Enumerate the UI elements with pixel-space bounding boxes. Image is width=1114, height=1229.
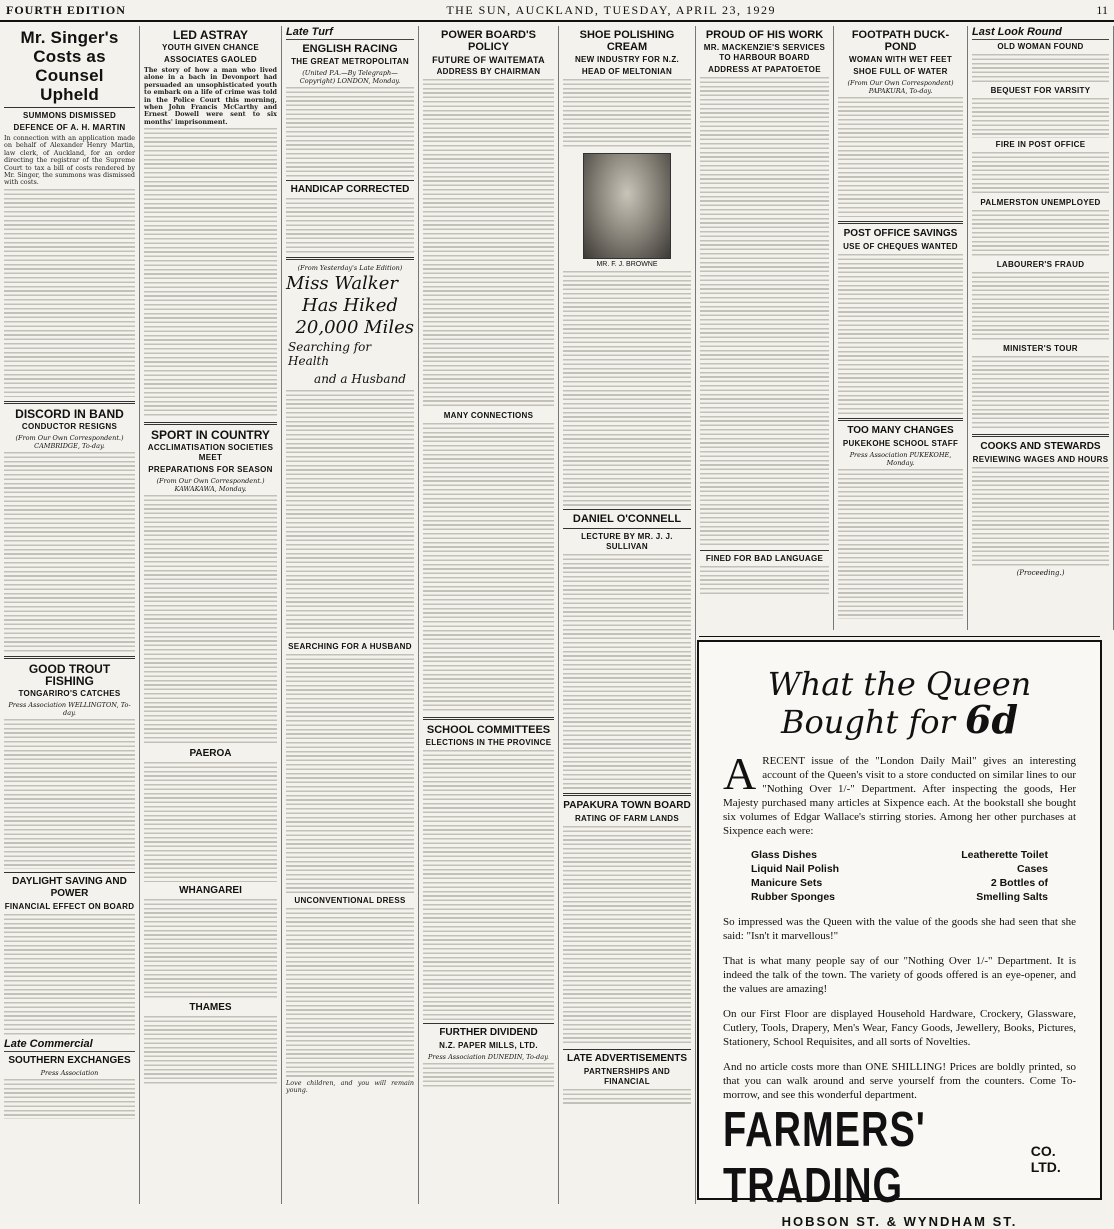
headline-southern-exchanges: SOUTHERN EXCHANGES <box>8 1054 131 1066</box>
sub-preparations: PREPARATIONS FOR SEASON <box>148 465 273 475</box>
ad-product-list <box>751 848 1048 904</box>
headline-proud-work: PROUD OF HIS WORK <box>705 29 824 41</box>
product-item: Glass Dishes <box>751 849 817 861</box>
closing-quote: Love children, and you will remain young. <box>286 1079 414 1095</box>
farmers-logo <box>723 1103 1076 1214</box>
item-fire-post-office: FIRE IN POST OFFICE <box>995 140 1086 149</box>
sub-summons-dismissed: SUMMONS DISMISSED <box>22 111 117 120</box>
headline-singer-costs: Mr. Singer's Costs as Counsel Upheld <box>20 28 119 104</box>
headline-paeroa: PAEROA <box>189 748 232 760</box>
ad-headline-a: What the Queen <box>767 665 1032 703</box>
item-palmerston: PALMERSTON UNEMPLOYED <box>980 198 1101 207</box>
logo-name: FARMERS' TRADING <box>723 1103 926 1214</box>
sub-paper-mills: N.Z. PAPER MILLS, LTD. <box>439 1041 538 1050</box>
product-item: 2 Bottles of <box>990 877 1048 889</box>
sub-future-waitemata: FUTURE OF WAITEMATA <box>432 55 545 65</box>
product-item: Smelling Salts <box>976 891 1048 903</box>
sub-financial-effect: FINANCIAL EFFECT ON BOARD <box>4 901 135 911</box>
ad-paragraph-3: That is what many people say of our "Nothing Over 1/-" Department. It is indeed the talk of the town. The variety of goods offered is an eye-opener, and the values are amazing! <box>723 955 1076 995</box>
column-3 <box>282 26 419 1204</box>
sub-new-industry: NEW INDUSTRY FOR N.Z. <box>574 55 680 64</box>
portrait-photo <box>583 153 671 259</box>
article-led-astray-intro: The story of how a man who lived alone in a bach in Devonport had persuaded an unsophisticated youth to embark on a life of crime was told in the Police Court this morning, when John Francis McCarthy and Ernest Dowell were sent to six months' imprisonment. <box>144 66 277 126</box>
headline-too-many-changes: TOO MANY CHANGES <box>847 425 954 436</box>
byline-pukekohe: Press Association PUKEKOHE, Monday. <box>849 451 952 467</box>
feature-headline-3: 20,000 Miles <box>295 317 414 338</box>
column-4 <box>419 26 559 1204</box>
byline-press-assoc: Press Association <box>40 1068 99 1077</box>
sub-partnerships: PARTNERSHIPS AND FINANCIAL <box>583 1067 671 1086</box>
product-item: Rubber Sponges <box>751 891 836 903</box>
feature-deck-1: Searching for Health <box>288 340 372 368</box>
sub-tongariro: TONGARIRO'S CATCHES <box>18 688 121 698</box>
sub-many-connections: MANY CONNECTIONS <box>443 411 534 420</box>
sub-use-of-cheques: USE OF CHEQUES WANTED <box>843 242 958 251</box>
sub-lecture-sullivan: LECTURE BY MR. J. J. SULLIVAN <box>581 532 673 551</box>
kicker-late-turf: Late Turf <box>286 26 414 40</box>
sub-head-meltonian: HEAD OF MELTONIAN <box>581 67 673 76</box>
headline-power-board: POWER BOARD'S POLICY <box>441 29 536 53</box>
column-5 <box>559 26 696 1204</box>
headline-thames: THAMES <box>189 1002 232 1014</box>
ad-body: A RECENT issue of the "London Daily Mail" gives an interesting account of the Queen's visit to a store conducted on similar lines to our "Nothing Over 1/-" Department. After inspecting the goods, Her Majesty purchased many articles at Sixpence each. At the bookstall she bought six volumes of Edgar Wallace's stirring stories. Among her other purchases at Sixpence each were: <box>723 748 1076 837</box>
ad-address: HOBSON ST. & WYNDHAM ST. <box>781 1214 1018 1229</box>
headline-whangarei: WHANGAREI <box>179 885 242 897</box>
ad-paragraph-2: So impressed was the Queen with the value of the goods she had seen that she said: "Isn't it marvellous!" <box>723 916 1076 942</box>
logo-co: CO. LTD. <box>1030 1143 1061 1175</box>
byline-kawakawa: (From Our Own Correspondent.) KAWAKAWA, Monday. <box>156 477 265 494</box>
product-item: Cases <box>1017 863 1048 875</box>
note-yesterday: (From Yesterday's Late Edition) <box>297 264 403 272</box>
farmers-trading-advertisement <box>697 640 1102 1229</box>
ad-paragraph-4: On our First Floor are displayed Household Hardware, Crockery, Glassware, Cutlery, Tools, Drapery, Men's Wear, Fancy Goods, Jewellery, Books, Pictures, Stationery, School Requisites, and all sorts of Novelties. <box>723 1008 1076 1048</box>
article-intro: In connection with an application made on behalf of Alexander Henry Martin, law clerk, of Auckland, for an order directing the registrar of the Supreme Court to tax a bill of costs rendered by Mr. Singer, the summons was dismissed with costs. <box>4 134 135 187</box>
sub-great-metropolitan: THE GREAT METROPOLITAN <box>291 57 409 66</box>
headline-oconnell: DANIEL O'CONNELL <box>572 513 682 525</box>
feature-headline-1: Miss Walker <box>286 273 398 294</box>
feature-deck-2: and a Husband <box>314 372 406 386</box>
headline-handicap-corrected: HANDICAP CORRECTED <box>290 184 410 195</box>
sub-rating-farm-lands: RATING OF FARM LANDS <box>574 814 680 823</box>
sub-defence-martin: DEFENCE OF A. H. MARTIN <box>13 123 126 132</box>
sub-unconventional-dress: UNCONVENTIONAL DRESS <box>294 896 406 905</box>
sub-acclimatisation: ACCLIMATISATION SOCIETIES MEET <box>147 443 274 463</box>
headline-school-committees: SCHOOL COMMITTEES <box>426 724 551 736</box>
headline-further-dividend: FURTHER DIVIDEND <box>439 1027 538 1038</box>
sub-youth-chance: YOUTH GIVEN CHANCE <box>162 43 259 52</box>
sub-reviewing-wages: REVIEWING WAGES AND HOURS <box>972 455 1109 464</box>
sub-conductor-resigns: CONDUCTOR RESIGNS <box>21 421 118 431</box>
headline-led-astray: LED ASTRAY <box>172 28 249 42</box>
headline-cooks-stewards: COOKS AND STEWARDS <box>980 441 1101 452</box>
column-1 <box>0 26 140 1204</box>
byline-london: (United P.A.—By Telegraph—Copyright) LONDON, Monday. <box>299 69 401 85</box>
feature-headline-2: Has Hiked <box>302 295 398 316</box>
column-8 <box>968 26 1114 630</box>
headline-daylight-saving: DAYLIGHT SAVING AND POWER <box>12 875 127 899</box>
sub-searching-husband: SEARCHING FOR A HUSBAND <box>288 642 412 651</box>
item-bequest: BEQUEST FOR VARSITY <box>990 86 1091 95</box>
sub-fined-bad-language: FINED FOR BAD LANGUAGE <box>705 554 824 563</box>
continuation-note: (Proceeding.) <box>1016 569 1065 577</box>
sub-pukekohe-staff: PUKEKOHE SCHOOL STAFF <box>842 439 959 448</box>
edition-label: FOURTH EDITION <box>6 2 126 17</box>
sub-wet-feet: WOMAN WITH WET FEET <box>848 55 953 64</box>
product-item: Manicure Sets <box>751 877 823 889</box>
headline-papakura-board: PAPAKURA TOWN BOARD <box>563 800 691 811</box>
ad-headline <box>723 666 1076 740</box>
sub-associates-gaoled: ASSOCIATES GAOLED <box>164 55 257 64</box>
masthead <box>0 0 1114 22</box>
byline-dunedin: Press Association DUNEDIN, To-day. <box>428 1053 549 1061</box>
ad-headline-b: Bought for <box>780 703 955 741</box>
kicker-late-commercial: Late Commercial <box>4 1038 135 1052</box>
headline-post-office-savings: POST OFFICE SAVINGS <box>843 228 958 239</box>
item-old-woman: OLD WOMAN FOUND <box>997 42 1084 51</box>
sub-address-chairman: ADDRESS BY CHAIRMAN <box>436 67 541 76</box>
ad-paragraph-5: And no article costs more than ONE SHILLING! Prices are boldly printed, so that you can walk around and serve yourself from the counters. Come To-morrow, and see this wonderful department. <box>723 1061 1076 1101</box>
sub-elections-province: ELECTIONS IN THE PROVINCE <box>425 738 552 747</box>
ad-headline-price: 6d <box>965 697 1019 742</box>
headline-sport-country: SPORT IN COUNTRY <box>151 428 270 443</box>
headline-footpath-duck-pond: FOOTPATH DUCK-POND <box>851 29 950 53</box>
headline-shoe-polishing: SHOE POLISHING CREAM <box>579 29 675 53</box>
column-2 <box>140 26 282 1204</box>
headline-late-ads: LATE ADVERTISEMENTS <box>566 1053 687 1064</box>
column-7 <box>834 26 968 630</box>
column-6 <box>696 26 834 630</box>
headline-trout-fishing: GOOD TROUT FISHING <box>28 661 111 688</box>
photo-caption: MR. F. J. BROWNE <box>596 261 658 268</box>
sub-shoe-full: SHOE FULL OF WATER <box>853 67 948 76</box>
ad-paragraph-1: RECENT issue of the "London Daily Mail" gives an interesting account of the Queen's visit to a store conducted on similar lines to our "Nothing Over 1/-" Department. After inspecting the goods, Her Majesty purchased many articles at Sixpence each. At the bookstall she bought six volumes of Edgar Wallace's stirring stories. Among her other purchases at Sixpence each were: <box>723 755 1076 837</box>
headline-discord-band: DISCORD IN BAND <box>15 406 124 421</box>
product-item: Leatherette Toilet <box>961 849 1048 861</box>
product-item: Liquid Nail Polish <box>751 863 840 875</box>
item-ministers-tour: MINISTER'S TOUR <box>1003 344 1078 353</box>
byline-cambridge: (From Our Own Correspondent.) CAMBRIDGE, To-day. <box>15 433 124 450</box>
item-labourers-fraud: LABOURER'S FRAUD <box>996 260 1085 269</box>
byline-papakura: (From Our Own Correspondent) PAPAKURA, To-day. <box>847 79 954 95</box>
page-number: 11 <box>1096 2 1108 17</box>
sub-papatoetoe: ADDRESS AT PAPATOETOE <box>708 65 821 74</box>
kicker-last-look-round: Last Look Round <box>972 26 1109 40</box>
sub-mackenzie-services: MR. MACKENZIE'S SERVICES TO HARBOUR BOARD <box>703 43 826 62</box>
paper-dateline: THE SUN, AUCKLAND, TUESDAY, APRIL 23, 1929 <box>446 2 777 17</box>
headline-english-racing: ENGLISH RACING <box>302 43 398 55</box>
byline-wellington: Press Association WELLINGTON, To-day. <box>8 700 131 717</box>
